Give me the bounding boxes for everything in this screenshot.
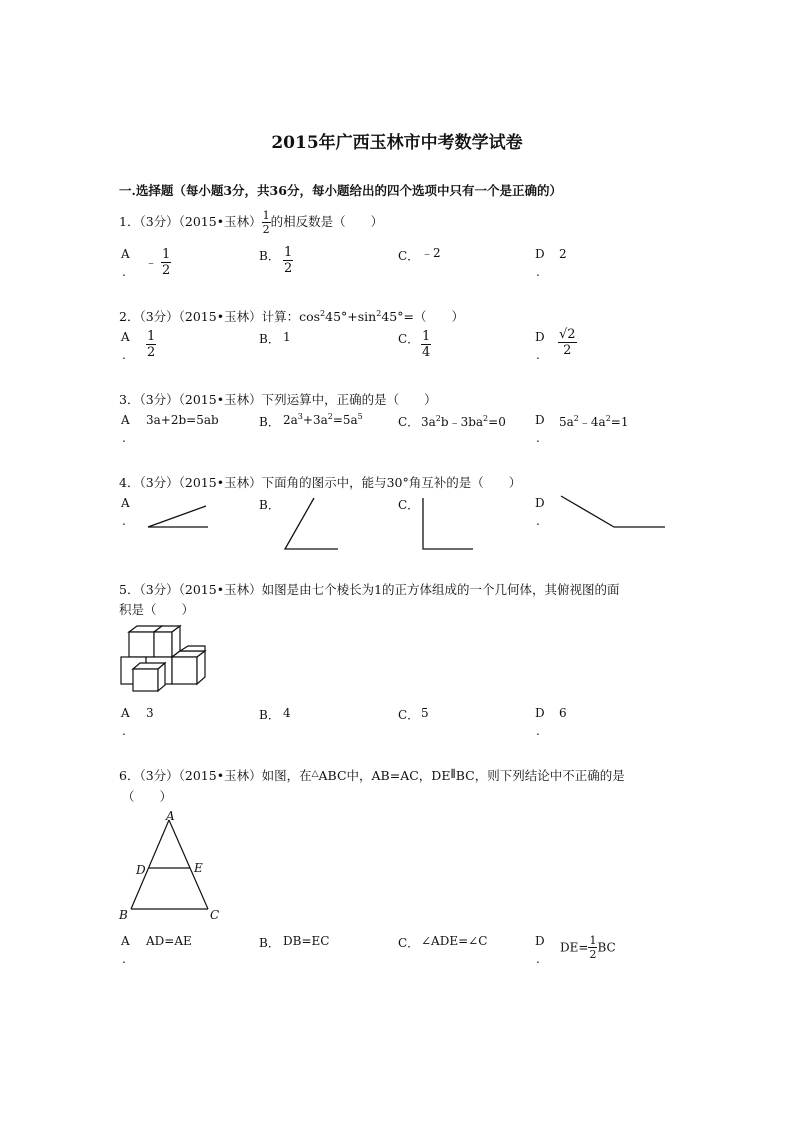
q5-cube-figure [118, 624, 210, 694]
q6-option-b: DB=EC [283, 934, 330, 948]
q5-option-c-letter: C． [398, 708, 420, 722]
q3-option-a: 3a+2b=5ab [146, 413, 219, 427]
q1-suffix: 的相反数是（ ） [270, 214, 384, 229]
q5-option-d-letter: D [535, 706, 545, 720]
q3-option-a-dot: . [122, 431, 126, 445]
triangle-symbol: △ [311, 769, 319, 779]
q5-option-c: 5 [421, 706, 429, 720]
q1-b-den: 2 [284, 261, 293, 276]
q6-line1-a: 6．（3分）（2015•玉林）如图，在 [119, 768, 312, 783]
q3-c-s1: 2 [435, 414, 441, 423]
q2-option-a-letter: A [121, 330, 130, 344]
q6-option-b-letter: B． [259, 936, 280, 950]
question-2-stem [119, 307, 464, 325]
page-title: 2015年广西玉林市中考数学试卷 [271, 133, 523, 153]
q3-option-b-letter: B． [259, 415, 280, 429]
q6-option-a-letter: A [121, 934, 130, 948]
q6-option-c-letter: C． [398, 936, 420, 950]
q5-option-d: 6 [559, 706, 567, 720]
q4-option-d-letter: D [535, 496, 545, 510]
q1-option-c: ﹣2 [421, 246, 441, 260]
q2-option-a [146, 330, 156, 359]
q2-option-b: 1 [283, 330, 291, 344]
q3-option-c-letter: C． [398, 415, 420, 429]
q2-option-c [421, 330, 431, 359]
q4-angle-a-figure [146, 505, 210, 529]
q1-a-num: 1 [162, 247, 171, 262]
q5-option-d-dot: . [536, 724, 540, 738]
q2-d-den: 2 [563, 343, 572, 358]
question-3-stem: 3．（3分）（2015•玉林）下列运算中，正确的是（ ） [119, 392, 437, 407]
q1-a-sign: ﹣ [145, 255, 158, 269]
q5-option-a-dot: . [122, 724, 126, 738]
q2-sup1: 2 [320, 308, 326, 318]
q3-b-p2: +3a [302, 413, 328, 427]
q1-option-d-dot: . [536, 265, 540, 279]
vertex-label-c: C [210, 908, 220, 922]
q1-option-a-dot: . [122, 265, 126, 279]
q6-option-d [560, 935, 616, 960]
q2-mid: 45°+sin [325, 309, 377, 324]
q3-d-p2: ﹣4a [578, 415, 606, 429]
q4-angle-c-figure [420, 496, 476, 552]
q1-option-d: 2 [559, 247, 567, 261]
q1-b-num: 1 [284, 245, 293, 260]
q4-option-a-dot: . [122, 514, 126, 528]
q4-angle-b-figure [282, 496, 340, 552]
q2-a-fraction [146, 330, 156, 359]
q3-b-s3: 5 [357, 412, 363, 421]
q2-sup2: 2 [376, 308, 382, 318]
vertex-label-e: E [194, 861, 203, 875]
q1-option-b-letter: B． [259, 249, 280, 263]
q1-option-b [283, 246, 293, 275]
q1-frac-den: 2 [262, 223, 270, 236]
q6-option-a-dot: . [122, 952, 126, 966]
q5-option-b: 4 [283, 706, 291, 720]
q2-option-b-letter: B． [259, 332, 280, 346]
question-1-stem [119, 210, 383, 235]
question-5-line-2: 积是（ ） [119, 602, 195, 617]
q2-a-num: 1 [147, 329, 156, 344]
section-heading: 一.选择题（每小题3分，共36分，每小题给出的四个选项中只有一个是正确的） [119, 183, 562, 198]
q3-d-s1: 2 [573, 414, 579, 423]
q6-option-d-dot: . [536, 952, 540, 966]
q6-option-a: AD=AE [146, 934, 192, 948]
q3-option-b [283, 413, 363, 427]
q2-option-d-dot: . [536, 348, 540, 362]
q1-a-den: 2 [162, 263, 171, 278]
q3-option-d [559, 413, 628, 430]
q2-a-den: 2 [147, 345, 156, 360]
q3-b-p3: =5a [332, 413, 358, 427]
q2-d-num: √2 [559, 327, 576, 342]
q6-option-c: ∠ADE=∠C [421, 934, 488, 948]
q2-option-d [558, 328, 577, 357]
q2-c-fraction [421, 330, 431, 359]
q2-d-fraction [558, 328, 577, 357]
q4-option-c-letter: C． [398, 498, 420, 512]
q4-option-d-dot: . [536, 514, 540, 528]
q6-triangle-figure [116, 810, 226, 925]
q6-d-pre: DE= [560, 940, 589, 955]
q2-suffix: 45°=（ ） [381, 309, 464, 324]
q3-c-p1: 3a [421, 415, 436, 429]
q2-prefix: 2．（3分）（2015•玉林）计算：cos [119, 309, 321, 324]
q3-d-s2: 2 [605, 414, 611, 423]
q3-d-p1: 5a [559, 415, 574, 429]
q3-b-p1: 2a [283, 413, 298, 427]
q1-b-fraction [283, 246, 293, 275]
q3-option-a-letter: A [121, 413, 130, 427]
q3-c-p2: b﹣3ba [440, 415, 484, 429]
q3-c-p3: =0 [488, 415, 506, 429]
q3-d-p3: =1 [610, 415, 629, 429]
q6-d-post: BC [597, 940, 616, 955]
q2-c-num: 1 [422, 329, 431, 344]
q3-option-d-dot: . [536, 431, 540, 445]
q3-b-s1: 3 [297, 412, 303, 421]
q5-option-b-letter: B． [259, 708, 280, 722]
q1-option-a [145, 248, 171, 277]
q3-option-c [421, 413, 506, 430]
vertex-label-d: D [136, 863, 146, 877]
q5-option-a: 3 [146, 706, 154, 720]
q1-option-a-letter: A [121, 247, 130, 261]
q1-prefix: 1．（3分）（2015•玉林） [119, 214, 262, 229]
q6-option-d-letter: D [535, 934, 545, 948]
q2-c-den: 4 [422, 345, 431, 360]
q4-option-a-letter: A [121, 496, 130, 510]
q6-line1-c: BC，则下列结论中不正确的是 [455, 768, 625, 783]
q5-option-a-letter: A [121, 706, 130, 720]
q3-c-s2: 2 [483, 414, 489, 423]
q2-option-d-letter: D [535, 330, 545, 344]
parallel-symbol: ∥ [450, 769, 456, 780]
q1-frac-num: 1 [262, 209, 270, 222]
q3-b-s2: 2 [327, 412, 333, 421]
q2-option-c-letter: C． [398, 332, 420, 346]
q1-option-c-letter: C． [398, 249, 420, 263]
q6-line1-b: ABC中，AB=AC，DE [318, 768, 451, 783]
q2-option-a-dot: . [122, 348, 126, 362]
q4-angle-d-figure [558, 494, 668, 530]
q1-fraction [262, 210, 271, 235]
q4-option-b-letter: B． [259, 498, 280, 512]
vertex-label-a: A [166, 809, 175, 823]
q1-option-d-letter: D [535, 247, 545, 261]
question-6-line-2: （ ） [122, 789, 173, 804]
q3-option-d-letter: D [535, 413, 545, 427]
vertex-label-b: B [119, 908, 128, 922]
q1-a-fraction [161, 248, 171, 277]
q6-d-den: 2 [589, 948, 597, 961]
question-4-stem: 4．（3分）（2015•玉林）下面角的图示中，能与30°角互补的是（ ） [119, 475, 522, 490]
q6-d-num: 1 [589, 934, 597, 947]
question-6-line-1 [119, 766, 625, 784]
question-5-line-1: 5．（3分）（2015•玉林）如图是由七个棱长为1的正方体组成的一个几何体，其俯视图的面 [119, 582, 620, 597]
